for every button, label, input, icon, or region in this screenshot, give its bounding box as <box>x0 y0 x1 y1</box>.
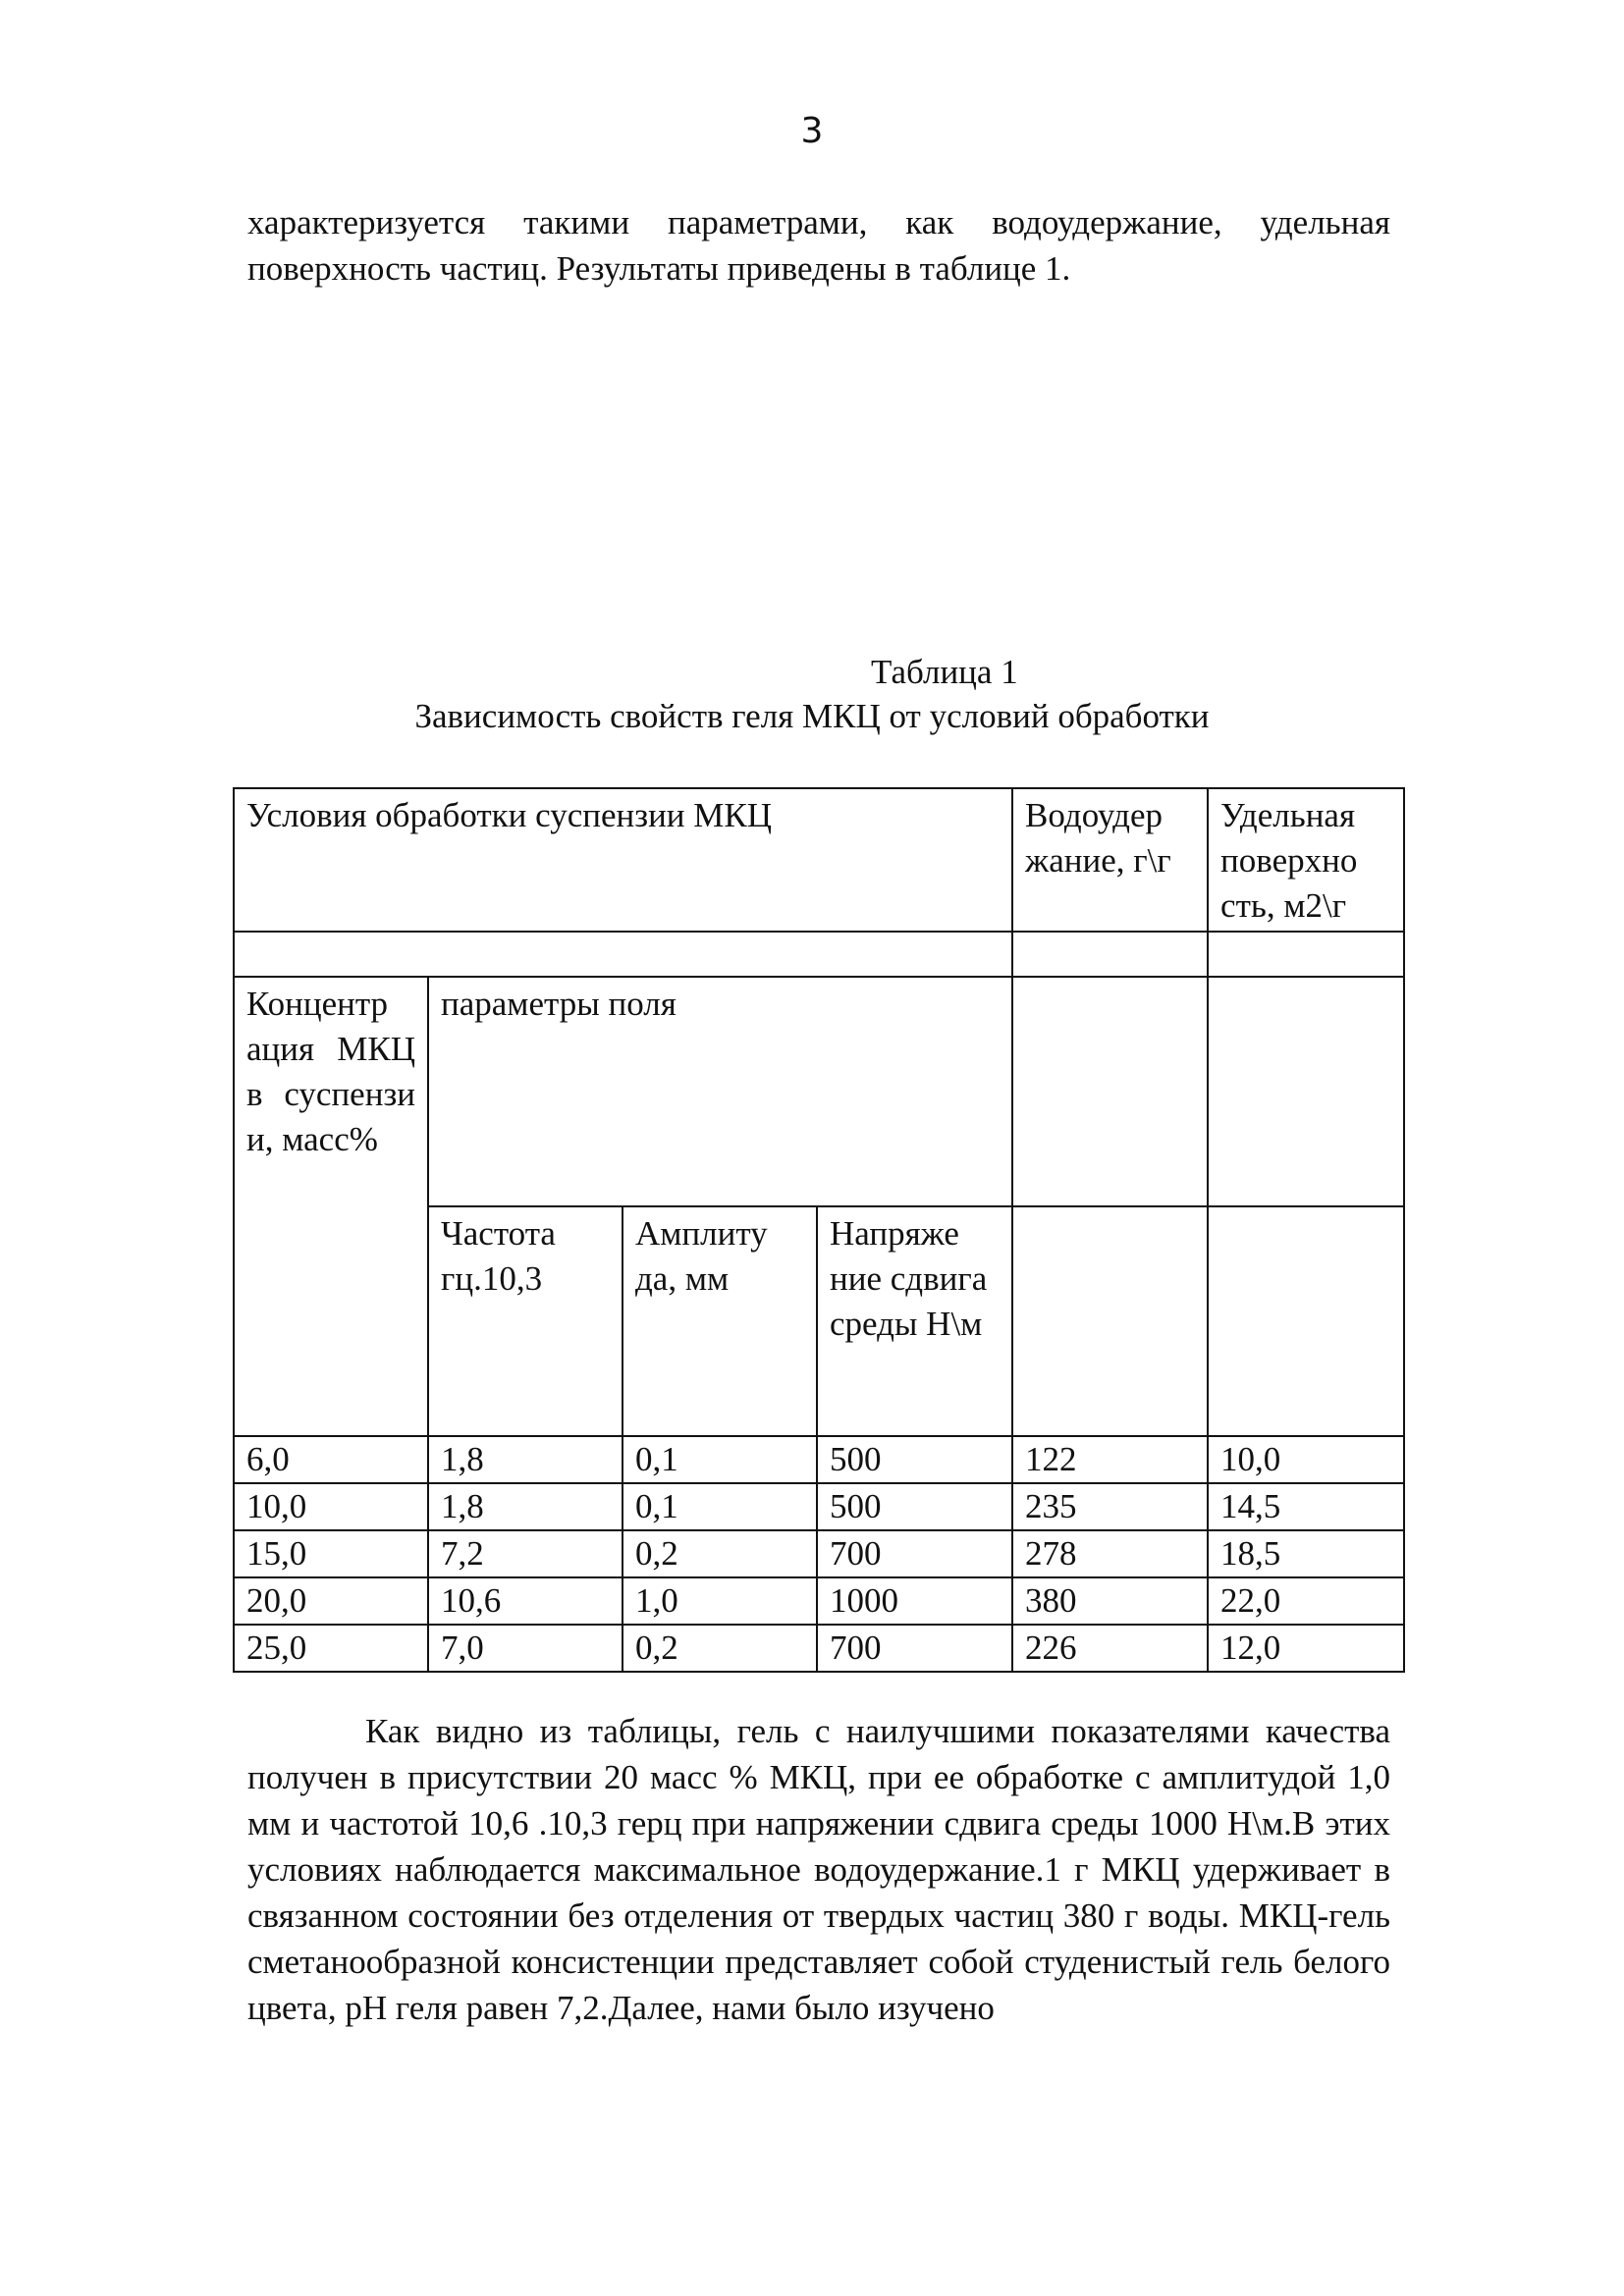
conclusion-paragraph: Как видно из таблицы, гель с наилучшими показателями качества получен в присутствии 20 масс % МКЦ, при ее обработке с амплитудой 1,0 мм и частотой 10,6 .10,3 герц при напряжении сдвига среды 1000 Н\м.В этих условиях наблюдается максимальное водоудержание.1 г МКЦ удерживает в связанном состоянии без отделения от твердых частиц 380 г воды. МКЦ-гель сметанообразной консистенции представляет собой студенистый гель белого цвета, рН геля равен 7,2.Далее, нами было изучено <box>247 1712 1390 2027</box>
header-amplitude: Амплиту да, мм <box>623 1206 817 1436</box>
results-table <box>233 787 1405 1673</box>
table-row <box>234 1577 1404 1625</box>
cell-frequency: 1,8 <box>428 1436 623 1483</box>
cell-amplitude: 0,2 <box>623 1625 817 1672</box>
cell-amplitude: 1,0 <box>623 1577 817 1625</box>
cell-water-retention: 380 <box>1012 1577 1208 1625</box>
header-concentration: Концентр ация МКЦ в суспензи и, масс% <box>234 977 428 1436</box>
cell-shear-stress: 500 <box>817 1483 1012 1530</box>
cell-frequency: 7,2 <box>428 1530 623 1577</box>
cell-concentration: 15,0 <box>234 1530 428 1577</box>
cell-surface: 22,0 <box>1208 1577 1404 1625</box>
cell-water-retention: 235 <box>1012 1483 1208 1530</box>
intro-paragraph: характеризуется такими параметрами, как водоудержание, удельная поверхность частиц. Результаты приведены в таблице 1. <box>247 203 1390 288</box>
cell-surface: 10,0 <box>1208 1436 1404 1483</box>
cell-shear-stress: 700 <box>817 1530 1012 1577</box>
table-header-row <box>234 788 1404 932</box>
header-field-params: параметры поля <box>428 977 1012 1206</box>
header-surface: Удельная поверхно сть, м2\г <box>1208 788 1404 932</box>
cell-frequency: 7,0 <box>428 1625 623 1672</box>
cell-shear-stress: 700 <box>817 1625 1012 1672</box>
blank-cell <box>1208 932 1404 977</box>
blank-cell <box>1208 977 1404 1206</box>
blank-cell <box>1012 1206 1208 1436</box>
table-title: Зависимость свойств геля МКЦ от условий обработки <box>414 697 1210 735</box>
table-caption: Таблица 1 <box>871 653 1018 691</box>
cell-water-retention: 278 <box>1012 1530 1208 1577</box>
table-row <box>234 1483 1404 1530</box>
blank-cell <box>1012 977 1208 1206</box>
header-water-retention: Водоудер жание, г\г <box>1012 788 1208 932</box>
blank-cell <box>234 932 1012 977</box>
cell-water-retention: 122 <box>1012 1436 1208 1483</box>
header-frequency: Частота гц.10,3 <box>428 1206 623 1436</box>
cell-frequency: 1,8 <box>428 1483 623 1530</box>
table-row <box>234 1530 1404 1577</box>
cell-amplitude: 0,2 <box>623 1530 817 1577</box>
table-blank-row <box>234 932 1404 977</box>
cell-water-retention: 226 <box>1012 1625 1208 1672</box>
cell-concentration: 25,0 <box>234 1625 428 1672</box>
cell-frequency: 10,6 <box>428 1577 623 1625</box>
cell-shear-stress: 1000 <box>817 1577 1012 1625</box>
cell-surface: 18,5 <box>1208 1530 1404 1577</box>
cell-amplitude: 0,1 <box>623 1436 817 1483</box>
table-row <box>234 1625 1404 1672</box>
blank-cell <box>1012 932 1208 977</box>
cell-surface: 12,0 <box>1208 1625 1404 1672</box>
cell-amplitude: 0,1 <box>623 1483 817 1530</box>
header-shear-stress: Напряже ние сдвига среды Н\м <box>817 1206 1012 1436</box>
cell-surface: 14,5 <box>1208 1483 1404 1530</box>
table-row <box>234 1436 1404 1483</box>
cell-shear-stress: 500 <box>817 1436 1012 1483</box>
table-subheader-row <box>234 977 1404 1206</box>
cell-concentration: 10,0 <box>234 1483 428 1530</box>
page-number: 3 <box>800 111 824 151</box>
cell-concentration: 20,0 <box>234 1577 428 1625</box>
header-conditions: Условия обработки суспензии МКЦ <box>234 788 1012 932</box>
cell-concentration: 6,0 <box>234 1436 428 1483</box>
blank-cell <box>1208 1206 1404 1436</box>
